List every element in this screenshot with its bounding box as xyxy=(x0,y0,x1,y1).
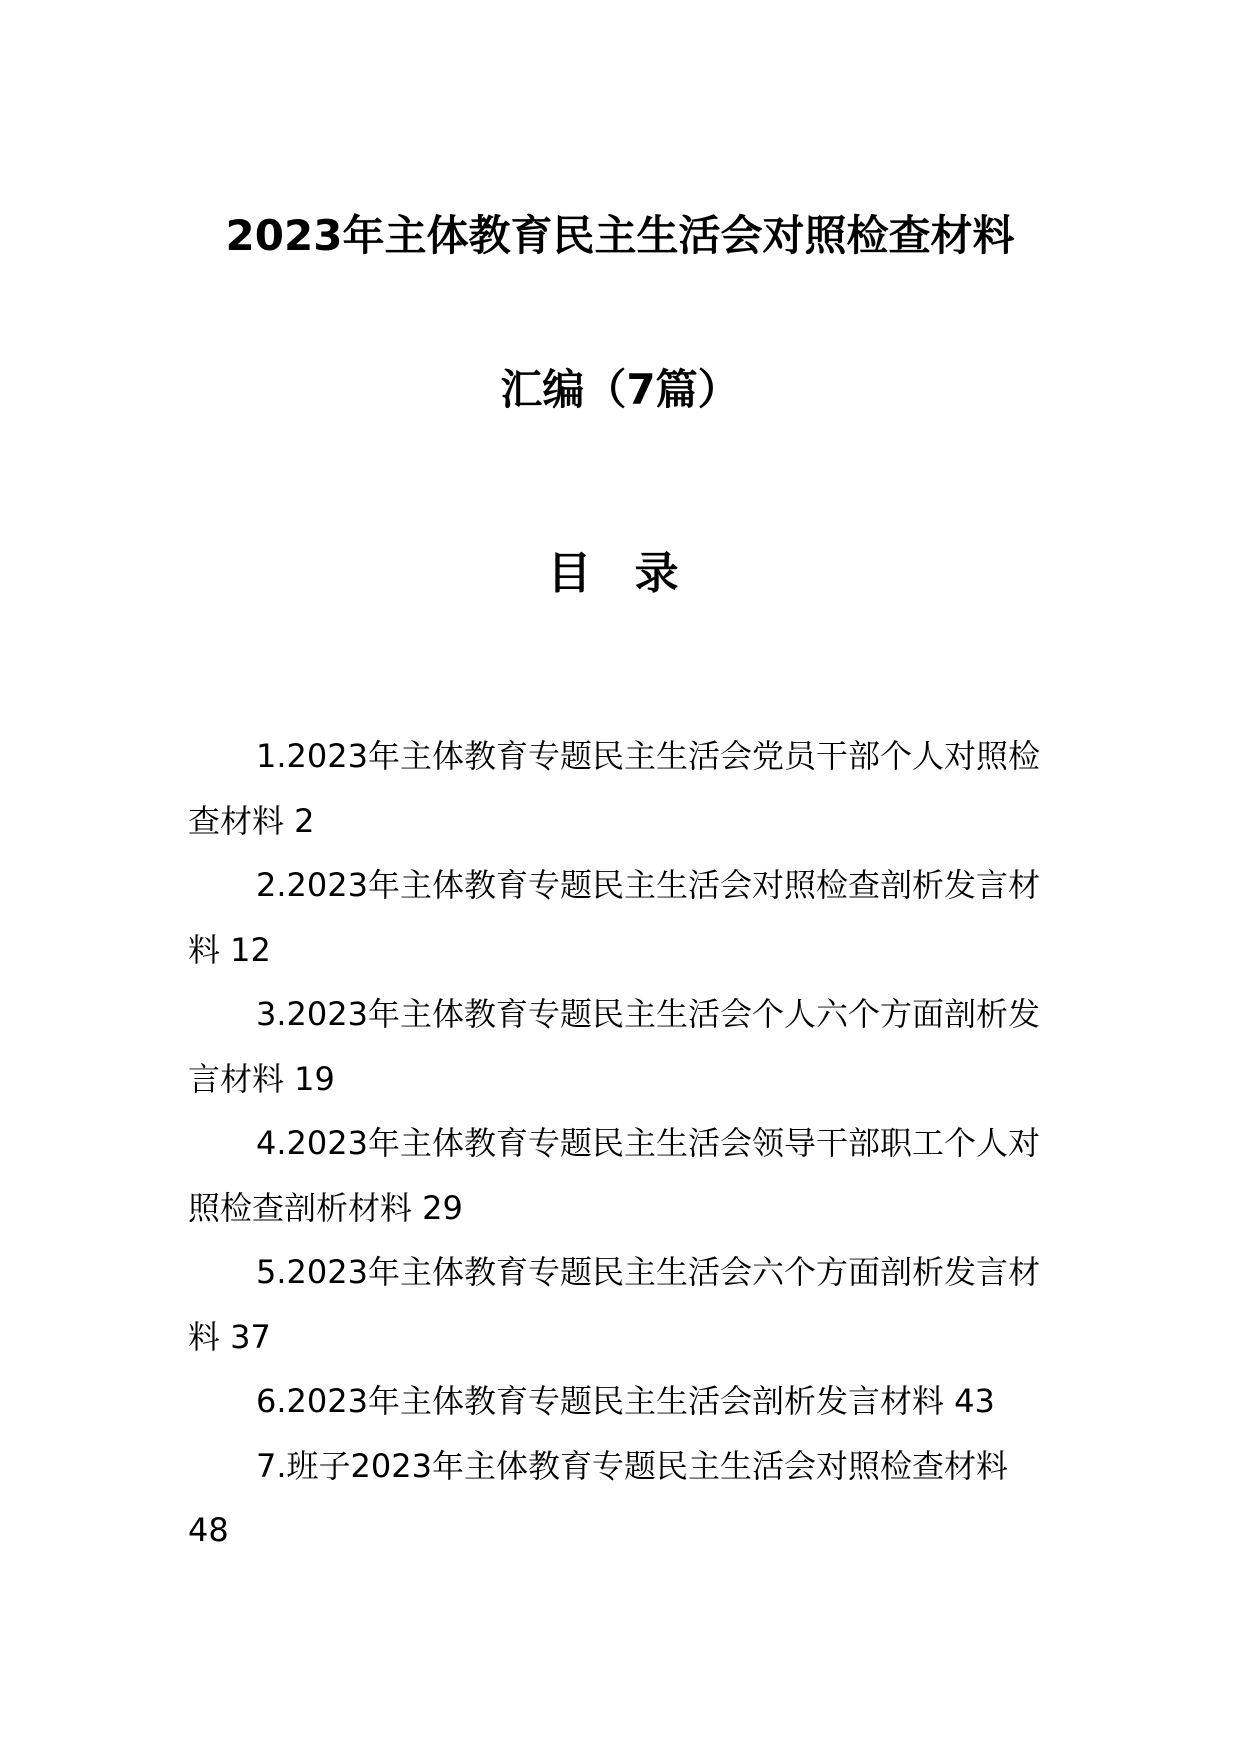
toc-entry-4[interactable]: 4.2023年主体教育专题民主生活会领导干部职工个人对照检查剖析材料 29 xyxy=(188,1124,1040,1227)
toc-entry-6[interactable]: 6.2023年主体教育专题民主生活会剖析发言材料 43 xyxy=(256,1382,995,1420)
toc-heading: 目 录 xyxy=(547,548,693,599)
table-of-contents xyxy=(188,724,1048,1563)
document-title-line-1: 2023年主体教育民主生活会对照检查材料 xyxy=(225,211,1015,260)
toc-entry-7[interactable]: 7.班子2023年主体教育专题民主生活会对照检查材料 48 xyxy=(188,1446,1008,1549)
toc-entry-2[interactable]: 2.2023年主体教育专题民主生活会对照检查剖析发言材料 12 xyxy=(188,866,1040,969)
toc-entry-5[interactable]: 5.2023年主体教育专题民主生活会六个方面剖析发言材料 37 xyxy=(188,1253,1040,1356)
toc-entry-3[interactable]: 3.2023年主体教育专题民主生活会个人六个方面剖析发言材料 19 xyxy=(188,995,1040,1098)
toc-entry-1[interactable]: 1.2023年主体教育专题民主生活会党员干部个人对照检查材料 2 xyxy=(188,737,1040,840)
document-title-line-2: 汇编（7篇） xyxy=(500,365,740,414)
